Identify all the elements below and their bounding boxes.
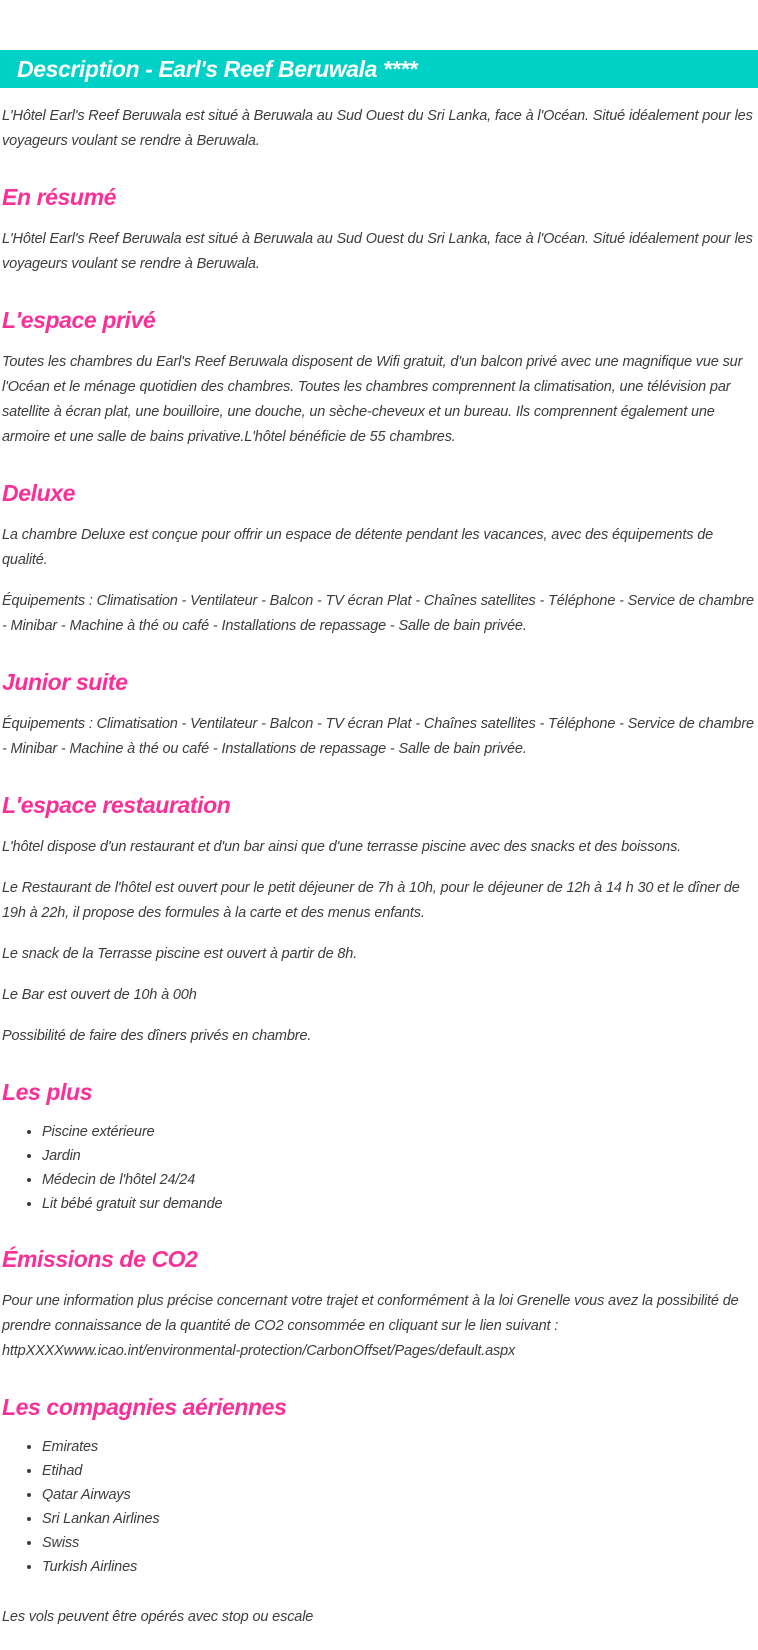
list-item: • Médecin de l'hôtel 24/24	[42, 1168, 755, 1192]
section-deluxe	[2, 480, 755, 639]
heading-compagnies-aeriennes: Les compagnies aériennes	[2, 1394, 287, 1420]
section-espace-prive	[2, 307, 755, 450]
paragraph: L'hôtel dispose d'un restaurant et d'un bar ainsi que d'une terrasse piscine avec des snacks et des boissons.	[2, 839, 682, 855]
paragraph: Équipements : Climatisation - Ventilateur - Balcon - TV écran Plat - Chaînes satellites - Téléphone - Service de chambre - Minibar - Machine à thé ou café - Installations de repassage - Salle de bain privée.	[2, 593, 754, 634]
section-junior-suite	[2, 669, 755, 762]
list-item: • Jardin	[42, 1144, 755, 1168]
section-emissions-co2	[2, 1246, 755, 1364]
description-banner	[0, 50, 758, 88]
list-item: • Turkish Airlines	[42, 1555, 755, 1579]
heading-espace-restauration: L'espace restauration	[2, 792, 231, 818]
section-les-plus	[2, 1079, 755, 1216]
section-en-resume	[2, 184, 755, 277]
hotel-description-page	[0, 50, 758, 1650]
paragraph: Le Bar est ouvert de 10h à 00h	[2, 987, 197, 1003]
heading-les-plus: Les plus	[2, 1079, 93, 1105]
section-compagnies-aeriennes	[2, 1394, 755, 1630]
paragraph: La chambre Deluxe est conçue pour offrir un espace de détente pendant les vacances, avec des équipements de qualité.	[2, 527, 714, 568]
heading-en-resume: En résumé	[2, 184, 117, 210]
paragraph: Possibilité de faire des dîners privés en chambre.	[2, 1028, 312, 1044]
heading-junior-suite: Junior suite	[2, 669, 128, 695]
heading-deluxe: Deluxe	[2, 480, 76, 506]
paragraph: Le Restaurant de l'hôtel est ouvert pour le petit déjeuner de 7h à 10h, pour le déjeuner de 12h à 14 h 30 et le dîner de 19h à 22h, il propose des formules à la carte et des menus enfants.	[2, 880, 740, 921]
paragraph: Pour une information plus précise concernant votre trajet et conformément à la loi Grenelle vous avez la possibilité de prendre connaissance de la quantité de CO2 consommée en cliquant sur le lien suivant : httpXXXXwww.icao.int/environmental-protection/CarbonOffset/Pages/default.aspx	[2, 1293, 739, 1359]
paragraph: Toutes les chambres du Earl's Reef Beruwala disposent de Wifi gratuit, d'un balcon privé avec une magnifique vue sur l'Océan et le ménage quotidien des chambres. Toutes les chambres comprennent la climatisation, une télévision par satellite à écran plat, une bouilloire, une douche, un sèche-cheveux et un bureau. Ils comprennent également une armoire et une salle de bains privative.L'hôtel bénéficie de 55 chambres.	[2, 354, 743, 445]
list-item: • Swiss	[42, 1531, 755, 1555]
list-item: • Lit bébé gratuit sur demande	[42, 1192, 755, 1216]
list-item: • Sri Lankan Airlines	[42, 1507, 755, 1531]
paragraph: Équipements : Climatisation - Ventilateur - Balcon - TV écran Plat - Chaînes satellites - Téléphone - Service de chambre - Minibar - Machine à thé ou café - Installations de repassage - Salle de bain privée.	[2, 716, 754, 757]
paragraph: Le snack de la Terrasse piscine est ouvert à partir de 8h.	[2, 946, 358, 962]
flights-stop-note: Les vols peuvent être opérés avec stop ou escale	[2, 1609, 314, 1625]
heading-emissions-co2: Émissions de CO2	[2, 1246, 198, 1272]
paragraph: L'Hôtel Earl's Reef Beruwala est situé à Beruwala au Sud Ouest du Sri Lanka, face à l'Océan. Situé idéalement pour les voyageurs voulant se rendre à Beruwala.	[2, 231, 753, 272]
list-item: • Qatar Airways	[42, 1483, 755, 1507]
airlines-list	[2, 1435, 755, 1579]
les-plus-list	[2, 1120, 755, 1216]
page-title: Description - Earl's Reef Beruwala ****	[17, 55, 418, 82]
list-item: • Piscine extérieure	[42, 1120, 755, 1144]
intro-paragraph: L'Hôtel Earl's Reef Beruwala est situé à Beruwala au Sud Ouest du Sri Lanka, face à l'Océan. Situé idéalement pour les voyageurs voulant se rendre à Beruwala.	[2, 108, 753, 149]
heading-espace-prive: L'espace privé	[2, 307, 156, 333]
list-item: • Etihad	[42, 1459, 755, 1483]
section-espace-restauration	[2, 792, 755, 1049]
list-item: • Emirates	[42, 1435, 755, 1459]
description-content	[0, 104, 758, 1650]
